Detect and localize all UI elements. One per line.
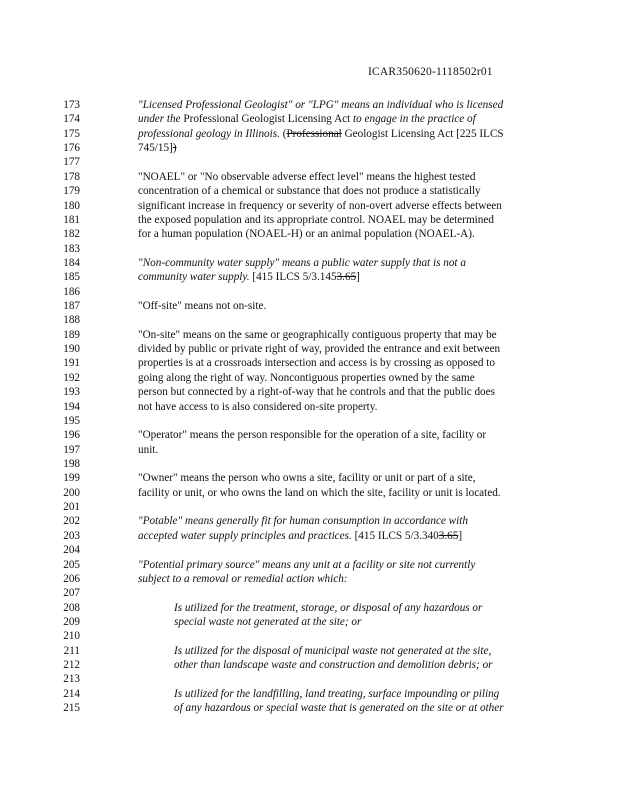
line-number: 189 bbox=[63, 328, 80, 341]
document-line bbox=[0, 328, 618, 342]
line-number: 209 bbox=[63, 615, 80, 628]
line-text bbox=[138, 529, 462, 543]
line-number: 174 bbox=[63, 113, 80, 126]
document-line bbox=[0, 141, 618, 155]
line-number: 211 bbox=[63, 644, 80, 657]
line-text bbox=[138, 371, 475, 385]
document-line bbox=[0, 285, 618, 299]
line-number: 208 bbox=[63, 601, 80, 614]
line-number: 204 bbox=[63, 544, 80, 557]
document-line bbox=[0, 299, 618, 313]
text-segment: "Owner" means the person who owns a site, facility or unit or part of a site, bbox=[138, 472, 476, 485]
line-number: 201 bbox=[63, 501, 80, 514]
text-segment: not have access to is also considered on-site property. bbox=[138, 400, 378, 413]
text-segment: ] bbox=[458, 529, 463, 542]
line-number: 197 bbox=[63, 443, 80, 456]
line-text bbox=[138, 112, 476, 126]
text-segment: "NOAEL" or "No observable adverse effect level" means the highest tested bbox=[138, 170, 476, 183]
statutory-italic-text: other than landscape waste and construction and demolition debris; or bbox=[174, 659, 493, 672]
statutory-italic-text: accepted water supply principles and practices. bbox=[138, 529, 352, 542]
line-text bbox=[174, 615, 361, 629]
statutory-italic-text: Is utilized for the treatment, storage, or disposal of any hazardous or bbox=[174, 601, 483, 614]
line-text bbox=[138, 270, 360, 284]
document-line bbox=[0, 471, 618, 485]
statutory-italic-text: "Non-community water supply" means a public water supply that is not a bbox=[138, 256, 466, 269]
line-number: 186 bbox=[63, 285, 80, 298]
text-segment: ( bbox=[282, 127, 287, 140]
text-segment: significant increase in frequency or severity of non-overt adverse effects between bbox=[138, 199, 502, 212]
line-number: 214 bbox=[63, 687, 80, 700]
line-number: 199 bbox=[63, 472, 80, 485]
document-line bbox=[0, 313, 618, 327]
document-line bbox=[0, 112, 618, 126]
document-line bbox=[0, 385, 618, 399]
line-number: 175 bbox=[63, 127, 80, 140]
line-text bbox=[138, 256, 466, 270]
line-number: 176 bbox=[63, 142, 80, 155]
text-segment: Professional Geologist Licensing Act bbox=[183, 113, 351, 126]
document-line bbox=[0, 514, 618, 528]
deleted-text: ) bbox=[172, 142, 177, 155]
line-text bbox=[138, 213, 494, 227]
document-line bbox=[0, 270, 618, 284]
text-segment: person but connected by a right-of-way that he controls and that the public does bbox=[138, 386, 495, 399]
deleted-text: 3.65 bbox=[438, 529, 459, 542]
line-number: 193 bbox=[63, 386, 80, 399]
line-number: 187 bbox=[63, 300, 80, 313]
line-text bbox=[174, 701, 504, 715]
document-line bbox=[0, 242, 618, 256]
text-segment: 745/15] bbox=[138, 142, 173, 155]
document-line bbox=[0, 644, 618, 658]
statutory-italic-text: Is utilized for the landfilling, land treating, surface impounding or piling bbox=[174, 687, 500, 700]
text-segment: the exposed population and its appropriate control. NOAEL may be determined bbox=[138, 213, 494, 226]
line-text bbox=[138, 141, 177, 155]
document-line bbox=[0, 414, 618, 428]
line-number: 181 bbox=[63, 213, 80, 226]
document-line bbox=[0, 127, 618, 141]
document-line bbox=[0, 658, 618, 672]
document-line bbox=[0, 586, 618, 600]
document-id-header: ICAR350620-1118502r01 bbox=[368, 66, 493, 78]
document-line bbox=[0, 558, 618, 572]
text-segment: divided by public or private right of way, provided the entrance and exit between bbox=[138, 343, 501, 356]
document-line bbox=[0, 155, 618, 169]
text-segment: Geologist Licensing Act bbox=[341, 127, 457, 140]
statutory-italic-text: "Potable" means generally fit for human consumption in accordance with bbox=[138, 515, 468, 528]
line-text bbox=[138, 299, 266, 313]
statutory-italic-text: professional geology in Illinois. bbox=[138, 127, 283, 140]
line-number: 190 bbox=[63, 343, 80, 356]
document-line bbox=[0, 629, 618, 643]
line-text bbox=[138, 127, 504, 141]
document-line bbox=[0, 529, 618, 543]
line-number: 198 bbox=[63, 458, 80, 470]
document-line bbox=[0, 457, 618, 471]
document-line bbox=[0, 356, 618, 370]
line-text bbox=[138, 199, 502, 213]
line-number: 207 bbox=[63, 587, 80, 600]
statutory-italic-text: of any hazardous or special waste that is generated on the site or at other bbox=[174, 702, 504, 715]
line-number: 202 bbox=[63, 515, 80, 528]
line-text bbox=[138, 227, 475, 241]
line-number: 212 bbox=[63, 659, 80, 672]
line-number: 184 bbox=[63, 256, 80, 269]
line-number: 205 bbox=[63, 558, 80, 571]
statutory-italic-text: subject to a removal or remedial action which: bbox=[138, 572, 348, 585]
statutory-italic-text: special waste not generated at the site; or bbox=[174, 615, 362, 628]
line-text bbox=[138, 514, 468, 528]
text-segment: "Off-site" means not on-site. bbox=[138, 300, 267, 313]
text-segment: going along the right of way. Noncontiguous properties owned by the same bbox=[138, 371, 475, 384]
line-number: 200 bbox=[63, 486, 80, 499]
text-segment: [225 ILCS bbox=[456, 127, 504, 140]
document-line bbox=[0, 572, 618, 586]
document-line bbox=[0, 213, 618, 227]
text-segment: ] bbox=[356, 271, 360, 284]
line-number: 173 bbox=[63, 99, 80, 111]
line-text bbox=[138, 428, 486, 442]
line-number: 213 bbox=[63, 673, 80, 686]
line-number: 210 bbox=[63, 630, 80, 643]
document-line bbox=[0, 400, 618, 414]
line-number: 191 bbox=[63, 357, 80, 370]
line-number: 195 bbox=[63, 414, 80, 427]
line-text bbox=[138, 342, 500, 356]
line-text bbox=[138, 486, 501, 500]
document-line bbox=[0, 256, 618, 270]
line-text bbox=[138, 170, 475, 184]
line-text bbox=[174, 687, 499, 701]
line-number: 177 bbox=[63, 156, 80, 169]
text-segment: unit. bbox=[138, 443, 159, 456]
document-line bbox=[0, 227, 618, 241]
document-line bbox=[0, 428, 618, 442]
text-segment: concentration of a chemical or substance that does not produce a statistically bbox=[138, 185, 481, 198]
document-line bbox=[0, 543, 618, 557]
document-line bbox=[0, 342, 618, 356]
line-text bbox=[174, 601, 482, 615]
text-segment: [415 ILCS 5/3.145 bbox=[249, 271, 337, 284]
statutory-italic-text: "Licensed Professional Geologist" or "LPG" means an individual who is licensed bbox=[138, 99, 504, 111]
line-number: 183 bbox=[63, 242, 80, 255]
line-number: 179 bbox=[63, 185, 80, 198]
line-text bbox=[138, 558, 475, 572]
statutory-italic-text: "Potential primary source" means any unit at a facility or site not currently bbox=[138, 558, 476, 571]
line-number: 203 bbox=[63, 529, 80, 542]
document-line bbox=[0, 601, 618, 615]
line-text bbox=[138, 400, 377, 414]
text-segment: properties is at a crossroads intersection and access is by crossing as opposed to bbox=[138, 357, 495, 370]
line-number: 178 bbox=[63, 170, 80, 183]
line-number: 185 bbox=[63, 271, 80, 284]
text-segment: "On-site" means on the same or geographically contiguous property that may be bbox=[138, 328, 497, 341]
document-line bbox=[0, 701, 618, 715]
document-line bbox=[0, 486, 618, 500]
line-number: 194 bbox=[63, 400, 80, 413]
text-segment: facility or unit, or who owns the land on which the site, facility or unit is located. bbox=[138, 486, 501, 499]
text-segment: for a human population (NOAEL-H) or an animal population (NOAEL-A). bbox=[138, 228, 475, 241]
deleted-text: 3.65 bbox=[336, 271, 357, 284]
line-text bbox=[138, 98, 503, 112]
statutory-italic-text: community water supply. bbox=[138, 271, 250, 284]
line-number: 182 bbox=[63, 228, 80, 241]
statutory-italic-text: to engage in the practice of bbox=[350, 113, 476, 126]
document-line bbox=[0, 199, 618, 213]
line-text bbox=[174, 644, 491, 658]
statutory-italic-text: under the bbox=[138, 113, 184, 126]
document-line bbox=[0, 687, 618, 701]
document-line bbox=[0, 672, 618, 686]
line-text bbox=[138, 471, 476, 485]
line-number: 192 bbox=[63, 371, 80, 384]
line-number: 188 bbox=[63, 314, 80, 327]
line-text bbox=[174, 658, 493, 672]
statutory-italic-text: Is utilized for the disposal of municipal waste not generated at the site, bbox=[174, 644, 492, 657]
document-line bbox=[0, 371, 618, 385]
document-line bbox=[0, 443, 618, 457]
line-text bbox=[138, 356, 495, 370]
line-text bbox=[138, 572, 348, 586]
line-number: 196 bbox=[63, 429, 80, 442]
line-text bbox=[138, 385, 495, 399]
line-number: 215 bbox=[63, 702, 80, 715]
line-text bbox=[138, 184, 481, 198]
document-line bbox=[0, 98, 618, 112]
document-line bbox=[0, 615, 618, 629]
line-number: 180 bbox=[63, 199, 80, 212]
deleted-text: Professional bbox=[286, 127, 342, 140]
line-text bbox=[138, 443, 158, 457]
line-text bbox=[138, 328, 497, 342]
document-line bbox=[0, 500, 618, 514]
line-number: 206 bbox=[63, 572, 80, 585]
document-line bbox=[0, 184, 618, 198]
document-line bbox=[0, 170, 618, 184]
text-segment: [415 ILCS 5/3.340 bbox=[351, 529, 439, 542]
text-segment: "Operator" means the person responsible for the operation of a site, facility or bbox=[138, 429, 487, 442]
